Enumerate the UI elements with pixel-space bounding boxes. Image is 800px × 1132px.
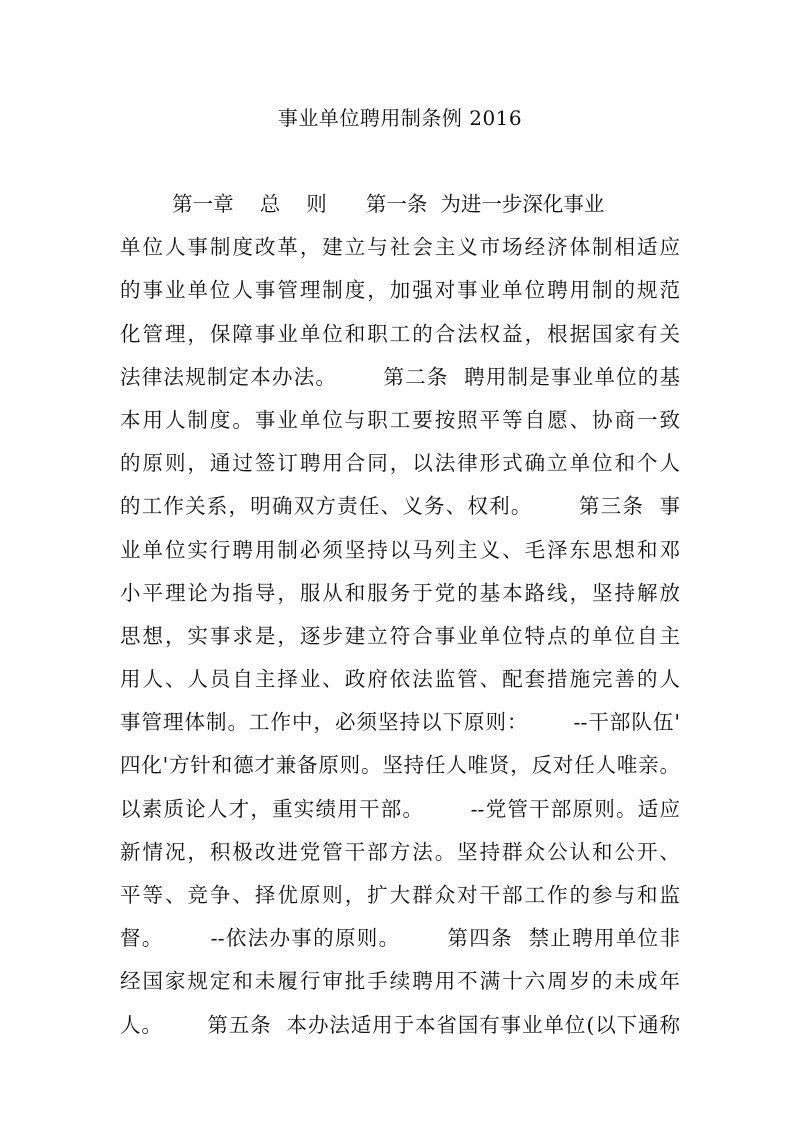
text-line: 以素质论人才，重实绩用干部。 --党管干部原则。适应 bbox=[120, 796, 680, 821]
text-line: 法律法规制定本办法。 第二条 聘用制是事业单位的基 bbox=[120, 364, 680, 389]
text-line: 平等、竞争、择优原则，扩大群众对干部工作的参与和监 bbox=[120, 883, 680, 907]
text-line: 思想，实事求是，逐步建立符合事业单位特点的单位自主 bbox=[120, 623, 680, 648]
text-line: 新情况，积极改进党管干部方法。坚持群众公认和公开、 bbox=[120, 839, 680, 864]
document-title: 事业单位聘用制条例 2016 bbox=[277, 106, 523, 130]
text-line: 第一章 总 则 第一条 为进一步深化事业 bbox=[120, 192, 605, 216]
text-line: 用人、人员自主择业、政府依法监管、配套措施完善的人 bbox=[120, 667, 680, 692]
text-line: 业单位实行聘用制必须坚持以马列主义、毛泽东思想和邓 bbox=[120, 537, 680, 562]
text-line: 的工作关系，明确双方责任、义务、权利。 第三条 事 bbox=[120, 494, 680, 519]
text-line: 四化'方针和德才兼备原则。坚持任人唯贤，反对任人唯亲。 bbox=[120, 753, 680, 778]
text-line: 的原则，通过签订聘用合同，以法律形式确立单位和个人 bbox=[120, 451, 680, 476]
text-line: 小平理论为指导，服从和服务于党的基本路线，坚持解放 bbox=[120, 580, 680, 605]
text-line: 单位人事制度改革，建立与社会主义市场经济体制相适应 bbox=[120, 235, 680, 260]
document-body bbox=[120, 190, 680, 1054]
text-line: 经国家规定和未履行审批手续聘用不满十六周岁的未成年 bbox=[120, 969, 680, 994]
text-line: 人。 第五条 本办法适用于本省国有事业单位(以下通称 bbox=[120, 1012, 680, 1037]
text-line: 事管理体制。工作中，必须坚持以下原则： --干部队伍' bbox=[120, 710, 680, 735]
text-line: 的事业单位人事管理制度，加强对事业单位聘用制的规范 bbox=[120, 278, 680, 303]
text-line: 化管理，保障事业单位和职工的合法权益，根据国家有关 bbox=[120, 321, 680, 346]
text-line: 本用人制度。事业单位与职工要按照平等自愿、协商一致 bbox=[120, 407, 680, 432]
text-line: 督。 --依法办事的原则。 第四条 禁止聘用单位非 bbox=[120, 926, 680, 951]
